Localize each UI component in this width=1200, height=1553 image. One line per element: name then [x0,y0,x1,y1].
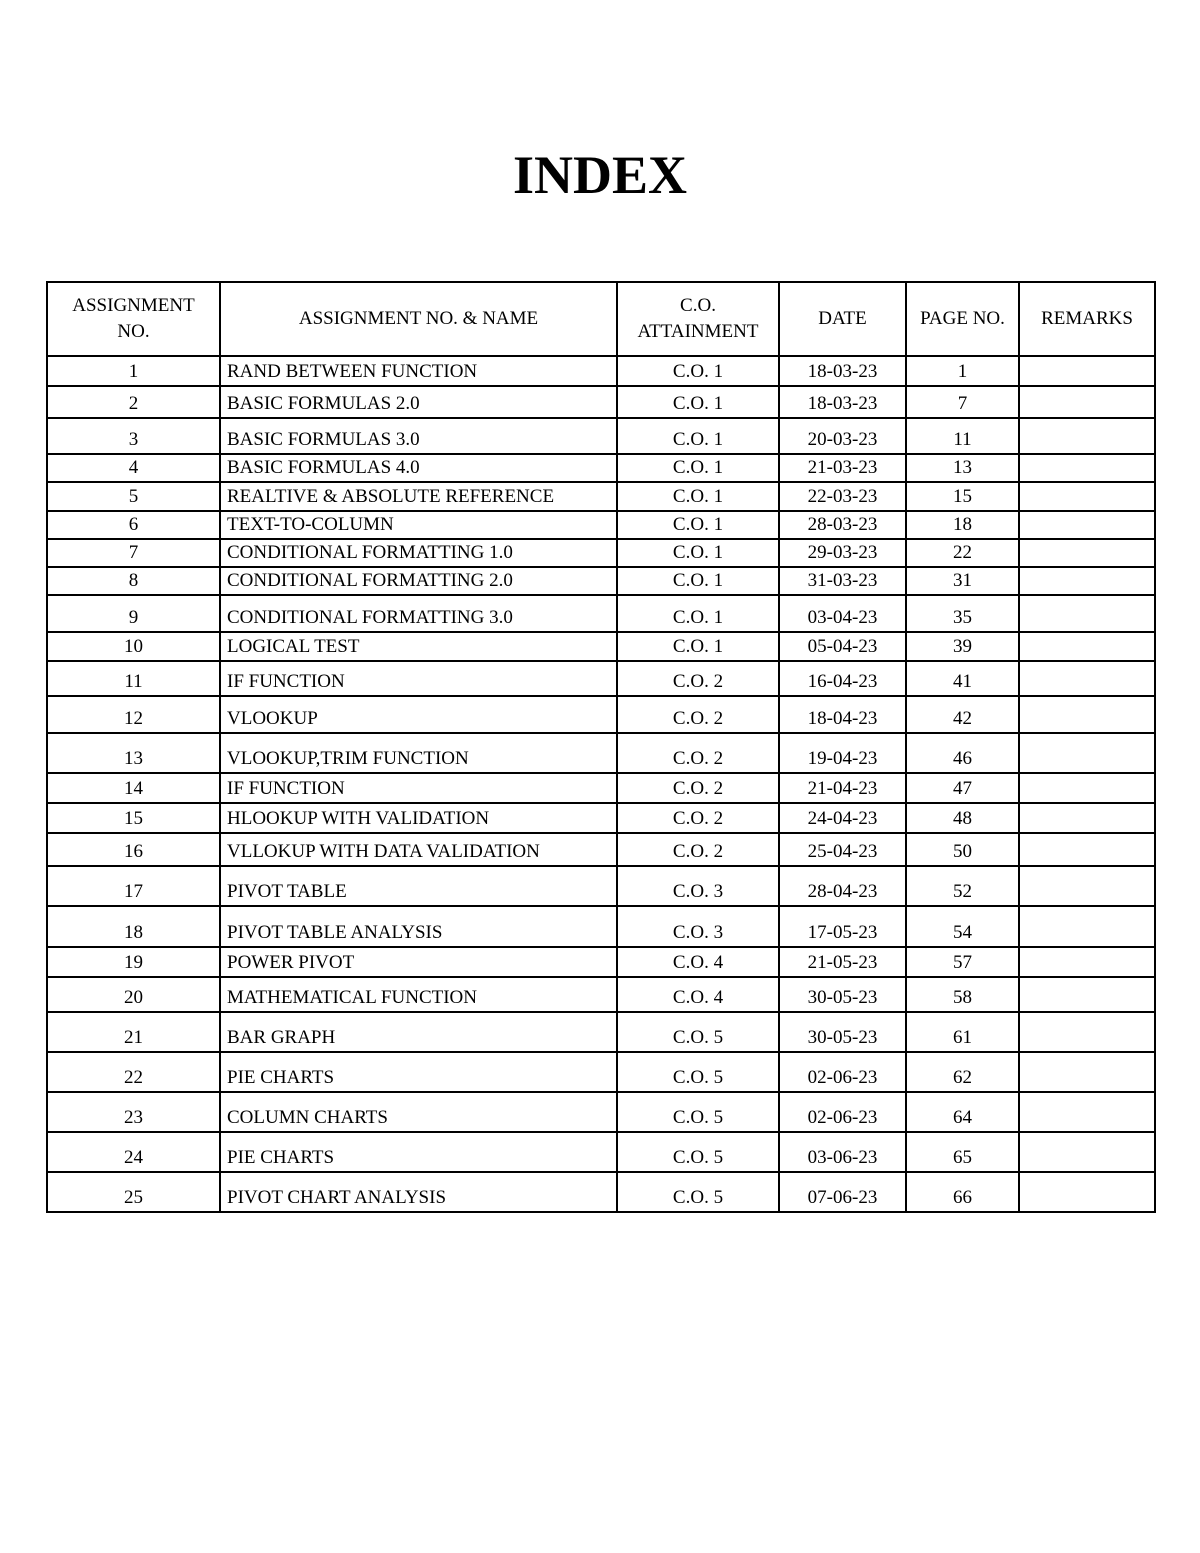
cell-page-no: 65 [906,1132,1019,1172]
cell-co-attainment: C.O. 2 [617,773,779,803]
table-row [47,632,1155,661]
table-row [47,539,1155,567]
cell-date: 05-04-23 [779,632,906,661]
cell-assignment-no: 7 [47,539,220,567]
cell-assignment-name: BASIC FORMULAS 3.0 [220,418,617,454]
cell-date: 18-04-23 [779,696,906,733]
cell-assignment-name: TEXT-TO-COLUMN [220,511,617,539]
cell-assignment-name: VLOOKUP [220,696,617,733]
table-row [47,947,1155,977]
table-row [47,356,1155,386]
cell-assignment-no: 14 [47,773,220,803]
cell-assignment-no: 20 [47,977,220,1012]
cell-co-attainment: C.O. 1 [617,454,779,482]
cell-remarks [1019,632,1155,661]
cell-assignment-name: RAND BETWEEN FUNCTION [220,356,617,386]
cell-co-attainment: C.O. 1 [617,356,779,386]
cell-page-no: 42 [906,696,1019,733]
cell-date: 31-03-23 [779,567,906,595]
cell-assignment-no: 24 [47,1132,220,1172]
cell-assignment-name: BASIC FORMULAS 2.0 [220,386,617,418]
cell-remarks [1019,1172,1155,1212]
cell-page-no: 52 [906,866,1019,906]
table-row [47,386,1155,418]
cell-date: 02-06-23 [779,1092,906,1132]
cell-assignment-name: CONDITIONAL FORMATTING 1.0 [220,539,617,567]
cell-assignment-name: MATHEMATICAL FUNCTION [220,977,617,1012]
cell-assignment-name: PIVOT TABLE ANALYSIS [220,906,617,947]
cell-page-no: 58 [906,977,1019,1012]
cell-co-attainment: C.O. 4 [617,947,779,977]
cell-assignment-no: 21 [47,1012,220,1052]
cell-page-no: 22 [906,539,1019,567]
cell-assignment-name: PIVOT CHART ANALYSIS [220,1172,617,1212]
cell-assignment-no: 8 [47,567,220,595]
cell-date: 03-04-23 [779,595,906,632]
cell-assignment-name: BAR GRAPH [220,1012,617,1052]
cell-co-attainment: C.O. 2 [617,733,779,773]
cell-page-no: 1 [906,356,1019,386]
cell-assignment-name: IF FUNCTION [220,661,617,696]
table-row [47,1012,1155,1052]
cell-co-attainment: C.O. 1 [617,386,779,418]
cell-assignment-name: HLOOKUP WITH VALIDATION [220,803,617,833]
cell-date: 21-05-23 [779,947,906,977]
cell-remarks [1019,833,1155,866]
cell-remarks [1019,947,1155,977]
cell-assignment-name: VLLOKUP WITH DATA VALIDATION [220,833,617,866]
cell-co-attainment: C.O. 4 [617,977,779,1012]
header-co-attainment: C.O. ATTAINMENT [617,282,779,356]
cell-page-no: 54 [906,906,1019,947]
cell-page-no: 41 [906,661,1019,696]
cell-assignment-no: 1 [47,356,220,386]
cell-date: 18-03-23 [779,386,906,418]
cell-date: 19-04-23 [779,733,906,773]
cell-assignment-name: REALTIVE & ABSOLUTE REFERENCE [220,482,617,511]
cell-remarks [1019,1012,1155,1052]
cell-page-no: 62 [906,1052,1019,1092]
cell-assignment-name: IF FUNCTION [220,773,617,803]
header-page-no: PAGE NO. [906,282,1019,356]
table-row [47,482,1155,511]
cell-remarks [1019,906,1155,947]
cell-assignment-name: CONDITIONAL FORMATTING 2.0 [220,567,617,595]
cell-assignment-no: 19 [47,947,220,977]
header-date: DATE [779,282,906,356]
cell-page-no: 48 [906,803,1019,833]
table-row [47,1172,1155,1212]
cell-assignment-no: 18 [47,906,220,947]
cell-remarks [1019,418,1155,454]
cell-co-attainment: C.O. 1 [617,482,779,511]
cell-co-attainment: C.O. 1 [617,595,779,632]
header-assignment-name: ASSIGNMENT NO. & NAME [220,282,617,356]
cell-remarks [1019,661,1155,696]
cell-page-no: 13 [906,454,1019,482]
cell-page-no: 18 [906,511,1019,539]
cell-page-no: 50 [906,833,1019,866]
cell-remarks [1019,1092,1155,1132]
table-row [47,1052,1155,1092]
table-row [47,803,1155,833]
cell-date: 18-03-23 [779,356,906,386]
cell-page-no: 35 [906,595,1019,632]
cell-assignment-no: 23 [47,1092,220,1132]
cell-assignment-no: 22 [47,1052,220,1092]
cell-assignment-no: 13 [47,733,220,773]
cell-page-no: 11 [906,418,1019,454]
cell-co-attainment: C.O. 1 [617,632,779,661]
cell-co-attainment: C.O. 5 [617,1052,779,1092]
cell-assignment-no: 17 [47,866,220,906]
cell-remarks [1019,1132,1155,1172]
cell-assignment-no: 5 [47,482,220,511]
table-row [47,773,1155,803]
header-assignment-no: ASSIGNMENT NO. [47,282,220,356]
index-table [46,281,1156,1213]
cell-page-no: 47 [906,773,1019,803]
cell-remarks [1019,356,1155,386]
cell-page-no: 66 [906,1172,1019,1212]
cell-assignment-no: 16 [47,833,220,866]
cell-page-no: 64 [906,1092,1019,1132]
cell-date: 25-04-23 [779,833,906,866]
table-row [47,833,1155,866]
cell-remarks [1019,595,1155,632]
cell-date: 07-06-23 [779,1172,906,1212]
cell-date: 03-06-23 [779,1132,906,1172]
cell-page-no: 15 [906,482,1019,511]
table-row [47,454,1155,482]
cell-remarks [1019,454,1155,482]
table-header-row [47,282,1155,356]
cell-co-attainment: C.O. 1 [617,418,779,454]
cell-remarks [1019,511,1155,539]
cell-remarks [1019,803,1155,833]
cell-assignment-no: 9 [47,595,220,632]
cell-date: 21-04-23 [779,773,906,803]
cell-co-attainment: C.O. 2 [617,833,779,866]
header-remarks: REMARKS [1019,282,1155,356]
cell-assignment-name: LOGICAL TEST [220,632,617,661]
cell-co-attainment: C.O. 1 [617,511,779,539]
cell-assignment-name: BASIC FORMULAS 4.0 [220,454,617,482]
table-row [47,733,1155,773]
cell-assignment-no: 3 [47,418,220,454]
cell-assignment-name: PIE CHARTS [220,1052,617,1092]
cell-remarks [1019,696,1155,733]
table-row [47,977,1155,1012]
cell-assignment-no: 11 [47,661,220,696]
cell-remarks [1019,977,1155,1012]
table-row [47,418,1155,454]
cell-co-attainment: C.O. 2 [617,661,779,696]
cell-remarks [1019,567,1155,595]
cell-assignment-no: 2 [47,386,220,418]
cell-co-attainment: C.O. 5 [617,1172,779,1212]
table-row [47,595,1155,632]
cell-date: 22-03-23 [779,482,906,511]
table-row [47,906,1155,947]
table-row [47,696,1155,733]
cell-date: 24-04-23 [779,803,906,833]
cell-date: 21-03-23 [779,454,906,482]
cell-date: 28-04-23 [779,866,906,906]
cell-co-attainment: C.O. 5 [617,1132,779,1172]
table-row [47,661,1155,696]
cell-remarks [1019,773,1155,803]
cell-assignment-name: VLOOKUP,TRIM FUNCTION [220,733,617,773]
cell-co-attainment: C.O. 2 [617,803,779,833]
cell-co-attainment: C.O. 3 [617,866,779,906]
cell-remarks [1019,733,1155,773]
cell-remarks [1019,1052,1155,1092]
cell-assignment-no: 6 [47,511,220,539]
cell-page-no: 57 [906,947,1019,977]
page-title: INDEX [512,145,688,205]
cell-date: 29-03-23 [779,539,906,567]
cell-assignment-no: 12 [47,696,220,733]
cell-page-no: 7 [906,386,1019,418]
cell-date: 20-03-23 [779,418,906,454]
cell-assignment-name: PIE CHARTS [220,1132,617,1172]
cell-co-attainment: C.O. 5 [617,1092,779,1132]
cell-co-attainment: C.O. 5 [617,1012,779,1052]
cell-co-attainment: C.O. 1 [617,539,779,567]
cell-page-no: 46 [906,733,1019,773]
cell-date: 02-06-23 [779,1052,906,1092]
cell-assignment-name: COLUMN CHARTS [220,1092,617,1132]
table-row [47,567,1155,595]
cell-assignment-no: 15 [47,803,220,833]
cell-co-attainment: C.O. 1 [617,567,779,595]
cell-assignment-no: 25 [47,1172,220,1212]
cell-assignment-no: 10 [47,632,220,661]
table-row [47,1092,1155,1132]
cell-remarks [1019,539,1155,567]
cell-co-attainment: C.O. 3 [617,906,779,947]
cell-page-no: 39 [906,632,1019,661]
cell-page-no: 31 [906,567,1019,595]
table-row [47,511,1155,539]
cell-remarks [1019,482,1155,511]
table-body [47,356,1155,1212]
table-row [47,1132,1155,1172]
cell-co-attainment: C.O. 2 [617,696,779,733]
cell-assignment-name: PIVOT TABLE [220,866,617,906]
cell-assignment-no: 4 [47,454,220,482]
cell-assignment-name: CONDITIONAL FORMATTING 3.0 [220,595,617,632]
cell-assignment-name: POWER PIVOT [220,947,617,977]
cell-date: 17-05-23 [779,906,906,947]
cell-remarks [1019,386,1155,418]
cell-date: 30-05-23 [779,977,906,1012]
table-row [47,866,1155,906]
cell-date: 30-05-23 [779,1012,906,1052]
cell-date: 16-04-23 [779,661,906,696]
cell-date: 28-03-23 [779,511,906,539]
cell-page-no: 61 [906,1012,1019,1052]
cell-remarks [1019,866,1155,906]
